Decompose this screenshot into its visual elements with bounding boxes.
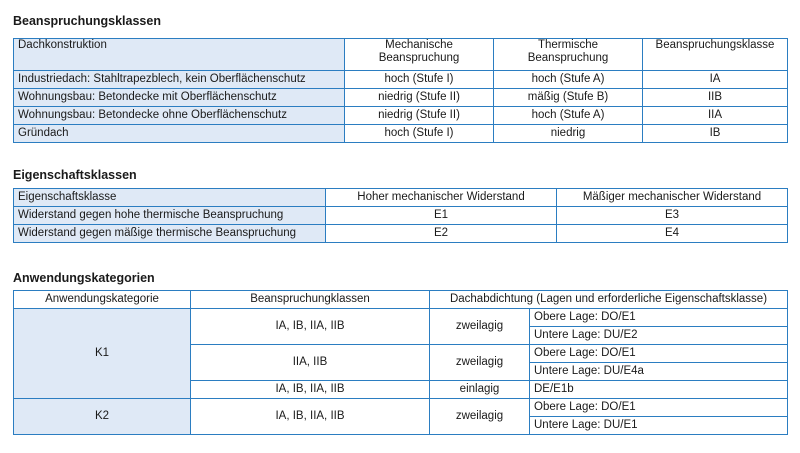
table-row (14, 71, 788, 89)
cell-thermal: mäßig (Stufe B) (494, 89, 643, 107)
cell-construction: Industriedach: Stahltrapezblech, kein Oberflächenschutz (14, 71, 345, 89)
cell-moderate-value: E4 (557, 225, 788, 243)
cell-upper-layer: Obere Lage: DO/E1 (530, 399, 788, 417)
cell-class: IIB (643, 89, 788, 107)
table-eigenschaftsklassen (13, 188, 788, 243)
table-row (14, 225, 788, 243)
cell-layering: zweilagig (430, 399, 530, 435)
cell-class: IB (643, 125, 788, 143)
table-row (14, 125, 788, 143)
header-eigenschaftsklasse: Eigenschaftsklasse (14, 189, 326, 207)
cell-property-label: Widerstand gegen mäßige thermische Beanspruchung (14, 225, 326, 243)
cell-layering: einlagig (430, 381, 530, 399)
cell-classes: IA, IB, IIA, IIB (191, 399, 430, 435)
cell-construction: Gründach (14, 125, 345, 143)
cell-classes: IIA, IIB (191, 345, 430, 381)
table-header-row (14, 291, 788, 309)
cell-construction: Wohnungsbau: Betondecke ohne Oberflächenschutz (14, 107, 345, 125)
header-mech-line1: Mechanische (385, 39, 453, 51)
cell-mechanical: niedrig (Stufe II) (345, 107, 494, 125)
cell-thermal: hoch (Stufe A) (494, 71, 643, 89)
header-anwendungskategorie: Anwendungskategorie (14, 291, 191, 309)
header-hoher-widerstand: Hoher mechanischer Widerstand (326, 189, 557, 207)
cell-class: IIA (643, 107, 788, 125)
header-dachabdichtung: Dachabdichtung (Lagen und erforderliche Eigenschaftsklasse) (430, 291, 788, 309)
cell-mechanical: hoch (Stufe I) (345, 71, 494, 89)
cell-single-layer: DE/E1b (530, 381, 788, 399)
header-mech-line2: Beanspruchung (378, 52, 460, 64)
table-header-row (14, 39, 788, 71)
cell-thermal: hoch (Stufe A) (494, 107, 643, 125)
cell-classes: IA, IB, IIA, IIB (191, 309, 430, 345)
cell-category-k1: K1 (14, 309, 191, 399)
cell-category-k2: K2 (14, 399, 191, 435)
cell-upper-layer: Obere Lage: DO/E1 (530, 309, 788, 327)
cell-property-label: Widerstand gegen hohe thermische Beanspruchung (14, 207, 326, 225)
cell-lower-layer: Untere Lage: DU/E2 (530, 327, 788, 345)
header-beanspruchungklassen: Beanspruchungklassen (191, 291, 430, 309)
cell-high-value: E2 (326, 225, 557, 243)
cell-construction: Wohnungsbau: Betondecke mit Oberflächenschutz (14, 89, 345, 107)
cell-mechanical: niedrig (Stufe II) (345, 89, 494, 107)
cell-high-value: E1 (326, 207, 557, 225)
table-row (14, 399, 788, 417)
section-title-eigenschaftsklassen: Eigenschaftsklassen (13, 168, 137, 182)
cell-lower-layer: Untere Lage: DU/E4a (530, 363, 788, 381)
header-thermische-beanspruchung (494, 39, 643, 71)
table-row (14, 107, 788, 125)
cell-classes: IA, IB, IIA, IIB (191, 381, 430, 399)
table-row (14, 207, 788, 225)
header-mechanische-beanspruchung (345, 39, 494, 71)
cell-layering: zweilagig (430, 309, 530, 345)
cell-class: IA (643, 71, 788, 89)
cell-layering: zweilagig (430, 345, 530, 381)
cell-moderate-value: E3 (557, 207, 788, 225)
section-title-anwendungskategorien: Anwendungskategorien (13, 271, 155, 285)
cell-upper-layer: Obere Lage: DO/E1 (530, 345, 788, 363)
table-beanspruchungsklassen (13, 38, 788, 143)
header-beanspruchungsklasse: Beanspruchungsklasse (643, 39, 788, 71)
cell-mechanical: hoch (Stufe I) (345, 125, 494, 143)
cell-thermal: niedrig (494, 125, 643, 143)
cell-lower-layer: Untere Lage: DU/E1 (530, 417, 788, 435)
table-header-row (14, 189, 788, 207)
section-title-beanspruchungsklassen: Beanspruchungsklassen (13, 14, 161, 28)
header-therm-line1: Thermische (537, 39, 599, 51)
header-dachkonstruktion: Dachkonstruktion (14, 39, 345, 71)
header-maessiger-widerstand: Mäßiger mechanischer Widerstand (557, 189, 788, 207)
table-anwendungskategorien (13, 290, 788, 435)
table-row (14, 309, 788, 327)
table-row (14, 89, 788, 107)
header-therm-line2: Beanspruchung (527, 52, 609, 64)
